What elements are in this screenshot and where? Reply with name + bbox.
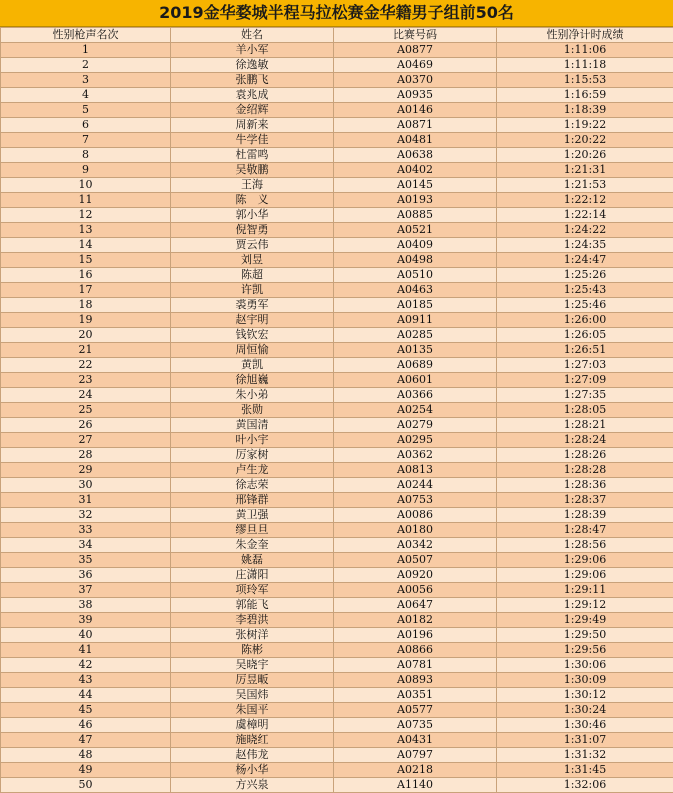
cell-time: 1:21:31 xyxy=(497,163,673,178)
cell-bib: A0362 xyxy=(334,448,497,463)
cell-rank: 46 xyxy=(1,718,171,733)
header-name: 姓名 xyxy=(171,28,334,43)
cell-bib: A0295 xyxy=(334,433,497,448)
table-row xyxy=(1,178,673,193)
cell-rank: 43 xyxy=(1,673,171,688)
cell-name: 缪旦旦 xyxy=(171,523,334,538)
cell-time: 1:27:03 xyxy=(497,358,673,373)
cell-name: 张鹏飞 xyxy=(171,73,334,88)
cell-bib: A0285 xyxy=(334,328,497,343)
cell-bib: A0218 xyxy=(334,763,497,778)
cell-bib: A0469 xyxy=(334,58,497,73)
cell-rank: 45 xyxy=(1,703,171,718)
cell-name: 裘勇军 xyxy=(171,298,334,313)
cell-bib: A0911 xyxy=(334,313,497,328)
header-row xyxy=(1,28,673,43)
table-row xyxy=(1,253,673,268)
cell-name: 张树洋 xyxy=(171,628,334,643)
cell-time: 1:30:12 xyxy=(497,688,673,703)
cell-bib: A0601 xyxy=(334,373,497,388)
table-row xyxy=(1,448,673,463)
table-row xyxy=(1,433,673,448)
cell-name: 牛学佳 xyxy=(171,133,334,148)
cell-time: 1:21:53 xyxy=(497,178,673,193)
cell-name: 黄卫强 xyxy=(171,508,334,523)
table-row xyxy=(1,388,673,403)
cell-name: 周恒愉 xyxy=(171,343,334,358)
cell-name: 许凯 xyxy=(171,283,334,298)
table-row xyxy=(1,163,673,178)
cell-rank: 31 xyxy=(1,493,171,508)
table-row xyxy=(1,478,673,493)
cell-time: 1:27:09 xyxy=(497,373,673,388)
table-row xyxy=(1,538,673,553)
cell-rank: 41 xyxy=(1,643,171,658)
cell-time: 1:20:22 xyxy=(497,133,673,148)
cell-bib: A0366 xyxy=(334,388,497,403)
table-row xyxy=(1,313,673,328)
cell-name: 厉昱畈 xyxy=(171,673,334,688)
header-rank: 性别枪声名次 xyxy=(1,28,171,43)
table-row xyxy=(1,568,673,583)
cell-name: 刘昱 xyxy=(171,253,334,268)
cell-time: 1:29:56 xyxy=(497,643,673,658)
table-row xyxy=(1,613,673,628)
table-row xyxy=(1,43,673,58)
cell-name: 钱钦宏 xyxy=(171,328,334,343)
cell-name: 倪智勇 xyxy=(171,223,334,238)
cell-time: 1:31:32 xyxy=(497,748,673,763)
cell-time: 1:30:24 xyxy=(497,703,673,718)
cell-rank: 12 xyxy=(1,208,171,223)
cell-name: 虞樟明 xyxy=(171,718,334,733)
cell-rank: 30 xyxy=(1,478,171,493)
table-row xyxy=(1,418,673,433)
cell-name: 陈彬 xyxy=(171,643,334,658)
cell-name: 朱金奎 xyxy=(171,538,334,553)
header-time: 性别净计时成绩 xyxy=(497,28,673,43)
cell-name: 徐旭巍 xyxy=(171,373,334,388)
cell-name: 陈超 xyxy=(171,268,334,283)
cell-bib: A0866 xyxy=(334,643,497,658)
table-row xyxy=(1,523,673,538)
table-row xyxy=(1,73,673,88)
cell-name: 赵宇明 xyxy=(171,313,334,328)
cell-bib: A0056 xyxy=(334,583,497,598)
cell-rank: 27 xyxy=(1,433,171,448)
table-row xyxy=(1,193,673,208)
cell-bib: A0193 xyxy=(334,193,497,208)
cell-time: 1:28:47 xyxy=(497,523,673,538)
cell-name: 徐志荣 xyxy=(171,478,334,493)
cell-bib: A0877 xyxy=(334,43,497,58)
table-row xyxy=(1,88,673,103)
cell-rank: 32 xyxy=(1,508,171,523)
cell-rank: 9 xyxy=(1,163,171,178)
table-row xyxy=(1,268,673,283)
cell-time: 1:24:35 xyxy=(497,238,673,253)
cell-name: 庄潇阳 xyxy=(171,568,334,583)
cell-rank: 14 xyxy=(1,238,171,253)
cell-name: 王海 xyxy=(171,178,334,193)
table-row xyxy=(1,598,673,613)
cell-rank: 8 xyxy=(1,148,171,163)
cell-rank: 6 xyxy=(1,118,171,133)
table-row xyxy=(1,103,673,118)
cell-bib: A0781 xyxy=(334,658,497,673)
cell-name: 邢锋群 xyxy=(171,493,334,508)
table-row xyxy=(1,583,673,598)
cell-time: 1:26:51 xyxy=(497,343,673,358)
table-row xyxy=(1,673,673,688)
cell-time: 1:28:37 xyxy=(497,493,673,508)
cell-time: 1:31:45 xyxy=(497,763,673,778)
cell-bib: A0351 xyxy=(334,688,497,703)
table-row xyxy=(1,508,673,523)
cell-rank: 22 xyxy=(1,358,171,373)
cell-rank: 10 xyxy=(1,178,171,193)
cell-time: 1:18:39 xyxy=(497,103,673,118)
cell-bib: A0182 xyxy=(334,613,497,628)
table-row xyxy=(1,718,673,733)
cell-name: 郭能飞 xyxy=(171,598,334,613)
sheet-title: 2019金华婺城半程马拉松赛金华籍男子组前50名 xyxy=(0,0,673,27)
cell-name: 陈 义 xyxy=(171,193,334,208)
cell-name: 金绍辉 xyxy=(171,103,334,118)
cell-rank: 19 xyxy=(1,313,171,328)
cell-rank: 18 xyxy=(1,298,171,313)
cell-rank: 23 xyxy=(1,373,171,388)
table-row xyxy=(1,463,673,478)
cell-rank: 2 xyxy=(1,58,171,73)
cell-time: 1:11:18 xyxy=(497,58,673,73)
table-row xyxy=(1,283,673,298)
cell-rank: 21 xyxy=(1,343,171,358)
cell-bib: A0871 xyxy=(334,118,497,133)
table-row xyxy=(1,733,673,748)
cell-rank: 25 xyxy=(1,403,171,418)
cell-rank: 28 xyxy=(1,448,171,463)
cell-time: 1:28:56 xyxy=(497,538,673,553)
cell-bib: A0146 xyxy=(334,103,497,118)
cell-bib: A0180 xyxy=(334,523,497,538)
cell-bib: A0935 xyxy=(334,88,497,103)
cell-bib: A0893 xyxy=(334,673,497,688)
cell-time: 1:27:35 xyxy=(497,388,673,403)
table-row xyxy=(1,238,673,253)
cell-name: 袁兆成 xyxy=(171,88,334,103)
cell-rank: 29 xyxy=(1,463,171,478)
cell-time: 1:28:05 xyxy=(497,403,673,418)
cell-rank: 4 xyxy=(1,88,171,103)
cell-name: 朱国平 xyxy=(171,703,334,718)
cell-name: 厉家树 xyxy=(171,448,334,463)
cell-rank: 15 xyxy=(1,253,171,268)
table-row xyxy=(1,658,673,673)
cell-time: 1:26:05 xyxy=(497,328,673,343)
cell-name: 李碧洪 xyxy=(171,613,334,628)
cell-name: 黄凯 xyxy=(171,358,334,373)
cell-bib: A0086 xyxy=(334,508,497,523)
table-row xyxy=(1,208,673,223)
cell-time: 1:24:22 xyxy=(497,223,673,238)
cell-time: 1:29:50 xyxy=(497,628,673,643)
cell-time: 1:29:06 xyxy=(497,553,673,568)
table-row xyxy=(1,778,673,793)
cell-time: 1:16:59 xyxy=(497,88,673,103)
cell-name: 赵伟龙 xyxy=(171,748,334,763)
cell-name: 叶小宇 xyxy=(171,433,334,448)
table-row xyxy=(1,328,673,343)
cell-time: 1:29:49 xyxy=(497,613,673,628)
cell-bib: A0402 xyxy=(334,163,497,178)
cell-rank: 40 xyxy=(1,628,171,643)
cell-time: 1:11:06 xyxy=(497,43,673,58)
cell-name: 黄国清 xyxy=(171,418,334,433)
cell-time: 1:28:39 xyxy=(497,508,673,523)
cell-bib: A0431 xyxy=(334,733,497,748)
cell-time: 1:28:21 xyxy=(497,418,673,433)
cell-time: 1:28:28 xyxy=(497,463,673,478)
cell-time: 1:28:24 xyxy=(497,433,673,448)
cell-name: 羊小军 xyxy=(171,43,334,58)
table-row xyxy=(1,628,673,643)
cell-bib: A0279 xyxy=(334,418,497,433)
cell-rank: 11 xyxy=(1,193,171,208)
cell-bib: A0254 xyxy=(334,403,497,418)
cell-name: 贾云伟 xyxy=(171,238,334,253)
cell-bib: A0689 xyxy=(334,358,497,373)
cell-rank: 16 xyxy=(1,268,171,283)
cell-rank: 20 xyxy=(1,328,171,343)
cell-rank: 35 xyxy=(1,553,171,568)
cell-rank: 13 xyxy=(1,223,171,238)
cell-name: 张勋 xyxy=(171,403,334,418)
cell-time: 1:29:06 xyxy=(497,568,673,583)
cell-rank: 48 xyxy=(1,748,171,763)
cell-rank: 49 xyxy=(1,763,171,778)
cell-rank: 44 xyxy=(1,688,171,703)
cell-name: 周新来 xyxy=(171,118,334,133)
cell-bib: A0753 xyxy=(334,493,497,508)
cell-name: 姚磊 xyxy=(171,553,334,568)
header-bib: 比赛号码 xyxy=(334,28,497,43)
cell-bib: A0342 xyxy=(334,538,497,553)
cell-time: 1:30:06 xyxy=(497,658,673,673)
cell-rank: 38 xyxy=(1,598,171,613)
cell-name: 吴晓宇 xyxy=(171,658,334,673)
cell-rank: 50 xyxy=(1,778,171,793)
cell-time: 1:15:53 xyxy=(497,73,673,88)
table-row xyxy=(1,493,673,508)
cell-bib: A1140 xyxy=(334,778,497,793)
table-row xyxy=(1,148,673,163)
cell-rank: 34 xyxy=(1,538,171,553)
cell-name: 吴国炜 xyxy=(171,688,334,703)
cell-name: 方兴泉 xyxy=(171,778,334,793)
cell-time: 1:22:14 xyxy=(497,208,673,223)
cell-name: 徐逸敏 xyxy=(171,58,334,73)
cell-time: 1:25:46 xyxy=(497,298,673,313)
cell-bib: A0196 xyxy=(334,628,497,643)
table-row xyxy=(1,373,673,388)
cell-bib: A0481 xyxy=(334,133,497,148)
table-row xyxy=(1,748,673,763)
cell-rank: 42 xyxy=(1,658,171,673)
cell-bib: A0498 xyxy=(334,253,497,268)
cell-time: 1:22:12 xyxy=(497,193,673,208)
table-row xyxy=(1,133,673,148)
cell-rank: 26 xyxy=(1,418,171,433)
cell-rank: 37 xyxy=(1,583,171,598)
cell-rank: 17 xyxy=(1,283,171,298)
cell-bib: A0409 xyxy=(334,238,497,253)
cell-bib: A0647 xyxy=(334,598,497,613)
table-row xyxy=(1,688,673,703)
cell-time: 1:29:12 xyxy=(497,598,673,613)
cell-bib: A0463 xyxy=(334,283,497,298)
table-row xyxy=(1,763,673,778)
cell-rank: 33 xyxy=(1,523,171,538)
table-row xyxy=(1,223,673,238)
cell-rank: 39 xyxy=(1,613,171,628)
cell-bib: A0577 xyxy=(334,703,497,718)
cell-name: 郭小华 xyxy=(171,208,334,223)
table-row xyxy=(1,118,673,133)
cell-rank: 24 xyxy=(1,388,171,403)
cell-bib: A0735 xyxy=(334,718,497,733)
cell-time: 1:19:22 xyxy=(497,118,673,133)
cell-bib: A0510 xyxy=(334,268,497,283)
cell-bib: A0797 xyxy=(334,748,497,763)
cell-bib: A0638 xyxy=(334,148,497,163)
cell-name: 杨小华 xyxy=(171,763,334,778)
table-row xyxy=(1,403,673,418)
cell-bib: A0145 xyxy=(334,178,497,193)
cell-name: 吴敬鹏 xyxy=(171,163,334,178)
cell-bib: A0813 xyxy=(334,463,497,478)
cell-name: 卢生龙 xyxy=(171,463,334,478)
table-row xyxy=(1,58,673,73)
table-row xyxy=(1,643,673,658)
cell-bib: A0185 xyxy=(334,298,497,313)
cell-bib: A0885 xyxy=(334,208,497,223)
cell-time: 1:26:00 xyxy=(497,313,673,328)
cell-time: 1:32:06 xyxy=(497,778,673,793)
cell-time: 1:28:26 xyxy=(497,448,673,463)
cell-bib: A0521 xyxy=(334,223,497,238)
cell-time: 1:30:46 xyxy=(497,718,673,733)
table-row xyxy=(1,343,673,358)
cell-time: 1:20:26 xyxy=(497,148,673,163)
table-row xyxy=(1,703,673,718)
cell-rank: 47 xyxy=(1,733,171,748)
cell-rank: 3 xyxy=(1,73,171,88)
cell-bib: A0507 xyxy=(334,553,497,568)
cell-rank: 1 xyxy=(1,43,171,58)
cell-time: 1:25:43 xyxy=(497,283,673,298)
cell-rank: 36 xyxy=(1,568,171,583)
cell-bib: A0370 xyxy=(334,73,497,88)
cell-bib: A0135 xyxy=(334,343,497,358)
cell-time: 1:25:26 xyxy=(497,268,673,283)
cell-bib: A0244 xyxy=(334,478,497,493)
cell-time: 1:28:36 xyxy=(497,478,673,493)
cell-name: 杜雷鸣 xyxy=(171,148,334,163)
results-table xyxy=(0,27,673,793)
cell-name: 施晓红 xyxy=(171,733,334,748)
cell-rank: 7 xyxy=(1,133,171,148)
table-row xyxy=(1,358,673,373)
table-row xyxy=(1,553,673,568)
cell-bib: A0920 xyxy=(334,568,497,583)
cell-name: 项玲军 xyxy=(171,583,334,598)
cell-name: 朱小弟 xyxy=(171,388,334,403)
cell-time: 1:24:47 xyxy=(497,253,673,268)
cell-rank: 5 xyxy=(1,103,171,118)
cell-time: 1:31:07 xyxy=(497,733,673,748)
cell-time: 1:29:11 xyxy=(497,583,673,598)
table-row xyxy=(1,298,673,313)
cell-time: 1:30:09 xyxy=(497,673,673,688)
